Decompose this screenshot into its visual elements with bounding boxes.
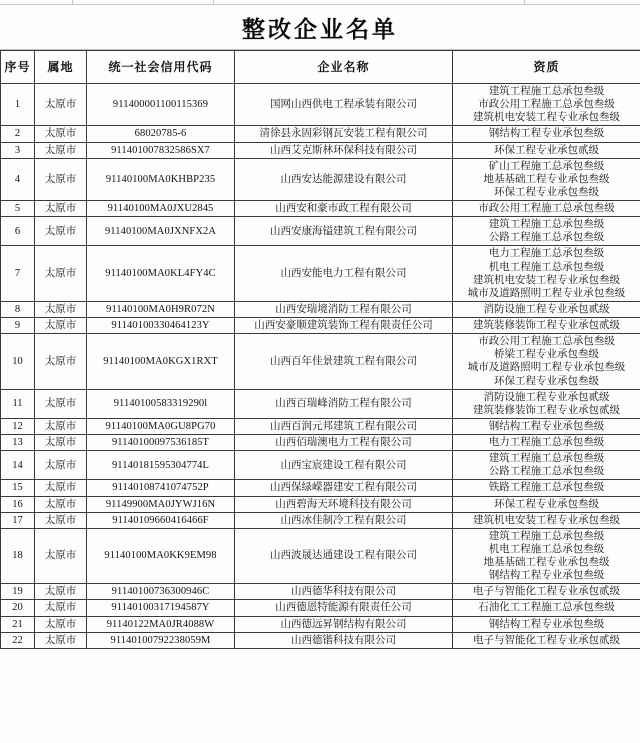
qualification-line: 电子与智能化工程专业承包贰级 [473, 634, 620, 646]
table-row [1, 600, 640, 616]
qualification-line: 建筑装修装饰工程专业承包贰级 [473, 320, 620, 331]
cell-region: 太原市 [35, 246, 87, 302]
qualification-line: 建筑机电安装工程专业承包叁级 [473, 112, 620, 124]
cell-region: 太原市 [35, 600, 87, 616]
cell-index: 4 [1, 158, 35, 200]
enterprise-table [0, 50, 640, 649]
cell-company-name: 山西德华科技有限公司 [235, 584, 453, 600]
cell-qualification [453, 126, 640, 142]
cell-index: 19 [1, 584, 35, 600]
cell-qualification [453, 584, 640, 600]
top-edge-segment-1 [0, 0, 73, 4]
cell-credit-code: 91140122MA0JR4088W [87, 616, 235, 632]
cell-qualification [453, 600, 640, 616]
table-row [1, 142, 640, 158]
table-row [1, 496, 640, 512]
cell-company-name: 山西百瑞峰消防工程有限公司 [235, 389, 453, 418]
qualification-line: 市政公用工程施工总承包叁级 [478, 203, 615, 214]
qualification-line: 建筑工程施工总承包叁级 [488, 86, 605, 97]
cell-region: 太原市 [35, 201, 87, 217]
cell-index: 9 [1, 318, 35, 334]
cell-credit-code: 91140100MA0JXNFX2A [87, 217, 235, 246]
cell-region: 太原市 [35, 632, 87, 648]
qualification-line: 电子与智能化工程专业承包贰级 [473, 586, 620, 598]
cell-credit-code: 91140181595304774L [87, 451, 235, 480]
cell-qualification [453, 418, 640, 434]
title-band [0, 5, 640, 50]
cell-region: 太原市 [35, 616, 87, 632]
cell-company-name: 山西安康海镒建筑工程有限公司 [235, 217, 453, 246]
column-header-region: 属地 [35, 51, 87, 84]
cell-index: 8 [1, 301, 35, 317]
qualification-line: 机电工程施工总承包叁级 [488, 261, 605, 273]
cell-company-name: 山西波晟达通建设工程有限公司 [235, 528, 453, 584]
cell-region: 太原市 [35, 158, 87, 200]
table-row [1, 158, 640, 200]
table-row [1, 632, 640, 648]
cell-index: 21 [1, 616, 35, 632]
cell-credit-code: 91140100MA0H9R072N [87, 301, 235, 317]
cell-company-name: 山西安达能源建设有限公司 [235, 158, 453, 200]
cell-credit-code: 91140100MA0GU8PG70 [87, 418, 235, 434]
cell-index: 16 [1, 496, 35, 512]
column-header-company-name: 企业名称 [235, 51, 453, 84]
cell-region: 太原市 [35, 217, 87, 246]
table-row [1, 301, 640, 317]
table-body [1, 84, 640, 649]
cell-index: 1 [1, 84, 35, 126]
cell-region: 太原市 [35, 451, 87, 480]
cell-credit-code: 91140100MA0KL4FY4C [87, 246, 235, 302]
page-title: 整改企业名单 [242, 16, 398, 42]
qualification-line: 建筑机电安装工程专业承包叁级 [473, 514, 620, 526]
table-row [1, 318, 640, 334]
qualification-line: 环保工程专业承包叁级 [494, 498, 599, 510]
table-row [1, 528, 640, 584]
table-row [1, 435, 640, 451]
cell-company-name: 山西佰瑞澳电力工程有限公司 [235, 435, 453, 451]
cell-region: 太原市 [35, 301, 87, 317]
cell-credit-code: 91140100317194587Y [87, 600, 235, 616]
cell-qualification [453, 201, 640, 217]
qualification-line: 铁路工程施工总承包叁级 [488, 482, 605, 494]
qualification-line: 钢结构工程专业承包叁级 [488, 420, 605, 432]
cell-company-name: 山西安和豪市政工程有限公司 [235, 201, 453, 217]
cell-qualification [453, 512, 640, 528]
cell-company-name: 山西艾克斯林环保科技有限公司 [235, 142, 453, 158]
cell-region: 太原市 [35, 126, 87, 142]
table-row [1, 389, 640, 418]
cell-qualification [453, 632, 640, 648]
cell-credit-code: 91140100MA0JXU2845 [87, 201, 235, 217]
table-header-row [1, 51, 640, 84]
cell-region: 太原市 [35, 584, 87, 600]
qualification-line: 钢结构工程专业承包叁级 [488, 618, 605, 630]
cell-index: 2 [1, 126, 35, 142]
table-header [1, 51, 640, 84]
qualification-line: 电力工程施工总承包叁级 [488, 248, 605, 260]
cell-index: 11 [1, 389, 35, 418]
cell-credit-code: 91140100792238059M [87, 632, 235, 648]
column-header-credit-code: 统一社会信用代码 [87, 51, 235, 84]
table-row [1, 334, 640, 390]
qualification-line: 公路工程施工总承包叁级 [488, 466, 605, 478]
cell-index: 3 [1, 142, 35, 158]
qualification-line: 公路工程施工总承包叁级 [488, 232, 605, 244]
cell-index: 14 [1, 451, 35, 480]
cell-region: 太原市 [35, 389, 87, 418]
cell-qualification [453, 84, 640, 126]
qualification-line: 市政公用工程施工总承包叁级 [478, 99, 615, 111]
cell-company-name: 山西德锴科技有限公司 [235, 632, 453, 648]
cell-credit-code: 91140100MA0KHBP235 [87, 158, 235, 200]
cell-credit-code: 91140100583319290l [87, 389, 235, 418]
qualification-line: 地基基础工程专业承包叁级 [483, 557, 610, 568]
qualification-line: 建筑工程施工总承包叁级 [488, 219, 605, 231]
cell-company-name: 山西德远昇钢结构有限公司 [235, 616, 453, 632]
qualification-line: 桥梁工程专业承包叁级 [494, 349, 599, 361]
cell-qualification [453, 334, 640, 390]
table-row [1, 512, 640, 528]
cell-index: 5 [1, 201, 35, 217]
cell-company-name: 山西百年佳景建筑工程有限公司 [235, 334, 453, 390]
qualification-line: 环保工程专业承包叁级 [494, 186, 599, 198]
qualification-line: 机电工程施工总承包叁级 [488, 543, 605, 555]
cell-credit-code: 911400001100115369 [87, 84, 235, 126]
cell-credit-code: 91140108741074752P [87, 480, 235, 496]
cell-company-name: 山西安瑞境消防工程有限公司 [235, 301, 453, 317]
table-row [1, 246, 640, 302]
cell-credit-code: 911401007832586SX7 [87, 142, 235, 158]
cell-company-name: 国网山西供电工程承装有限公司 [235, 84, 453, 126]
cell-credit-code: 91140100MA0KGX1RXT [87, 334, 235, 390]
cell-index: 20 [1, 600, 35, 616]
cell-credit-code: 91140100MA0KK9EM98 [87, 528, 235, 584]
column-header-index: 序号 [1, 51, 35, 84]
cell-qualification [453, 528, 640, 584]
cell-region: 太原市 [35, 512, 87, 528]
qualification-line: 钢结构工程专业承包叁级 [488, 570, 605, 582]
cell-index: 22 [1, 632, 35, 648]
table-row [1, 616, 640, 632]
cell-region: 太原市 [35, 480, 87, 496]
qualification-line: 钢结构工程专业承包叁级 [488, 128, 605, 140]
cell-qualification [453, 451, 640, 480]
cell-qualification [453, 158, 640, 200]
cell-company-name: 山西安能电力工程有限公司 [235, 246, 453, 302]
cell-credit-code: 91140100097536185T [87, 435, 235, 451]
cell-index: 18 [1, 528, 35, 584]
cell-credit-code: 68020785-6 [87, 126, 235, 142]
cell-index: 6 [1, 217, 35, 246]
cell-region: 太原市 [35, 318, 87, 334]
cell-credit-code: 91140100330464123Y [87, 318, 235, 334]
qualification-line: 消防设施工程专业承包贰级 [483, 303, 610, 315]
table-row [1, 217, 640, 246]
top-edge-segment-2 [73, 0, 214, 4]
qualification-line: 电力工程施工总承包叁级 [488, 437, 605, 448]
qualification-line: 地基基础工程专业承包叁级 [483, 173, 610, 185]
cell-qualification [453, 389, 640, 418]
qualification-line: 城市及道路照明工程专业承包叁级 [467, 362, 626, 374]
qualification-line: 矿山工程施工总承包叁级 [488, 160, 605, 172]
qualification-line: 环保工程专业承包叁级 [494, 375, 599, 387]
cell-index: 17 [1, 512, 35, 528]
cell-region: 太原市 [35, 435, 87, 451]
qualification-line: 石油化工工程施工总承包叁级 [478, 602, 615, 614]
cell-index: 12 [1, 418, 35, 434]
cell-region: 太原市 [35, 334, 87, 390]
cell-company-name: 清徐县永固彩钢瓦安装工程有限公司 [235, 126, 453, 142]
qualification-line: 消防设施工程专业承包贰级 [483, 391, 610, 403]
table-row [1, 418, 640, 434]
cell-qualification [453, 480, 640, 496]
qualification-line: 城市及道路照明工程专业承包叁级 [467, 287, 626, 299]
cell-region: 太原市 [35, 142, 87, 158]
table-row [1, 84, 640, 126]
qualification-line: 建筑装修装饰工程专业承包贰级 [473, 404, 620, 416]
cell-qualification [453, 217, 640, 246]
cell-credit-code: 91140100736300946C [87, 584, 235, 600]
top-edge-segment-3 [214, 0, 525, 4]
cell-region: 太原市 [35, 418, 87, 434]
qualification-line: 环保工程专业承包贰级 [494, 144, 599, 156]
cell-company-name: 山西德恩特能源有限责任公司 [235, 600, 453, 616]
cell-qualification [453, 301, 640, 317]
cell-credit-code: 91149900MA0JYWJ16N [87, 496, 235, 512]
cell-region: 太原市 [35, 528, 87, 584]
table-row [1, 201, 640, 217]
cell-company-name: 山西安豪顺建筑装饰工程有限责任公司 [235, 318, 453, 334]
column-header-qualification: 资质 [453, 51, 640, 84]
cell-company-name: 山西冰佳制冷工程有限公司 [235, 512, 453, 528]
cell-company-name: 山西保绿嵘器建安工程有限公司 [235, 480, 453, 496]
cell-index: 15 [1, 480, 35, 496]
table-row [1, 451, 640, 480]
cell-index: 13 [1, 435, 35, 451]
cell-region: 太原市 [35, 84, 87, 126]
table-row [1, 480, 640, 496]
cell-qualification [453, 616, 640, 632]
table-row [1, 126, 640, 142]
cell-region: 太原市 [35, 496, 87, 512]
qualification-line: 建筑工程施工总承包叁级 [488, 530, 605, 542]
cell-index: 7 [1, 246, 35, 302]
cell-company-name: 山西宝宸建设工程有限公司 [235, 451, 453, 480]
cell-qualification [453, 496, 640, 512]
cell-qualification [453, 318, 640, 334]
cell-qualification [453, 142, 640, 158]
cell-qualification [453, 435, 640, 451]
qualification-line: 市政公用工程施工总承包叁级 [478, 336, 615, 348]
cell-company-name: 山西百润元邦建筑工程有限公司 [235, 418, 453, 434]
cell-index: 10 [1, 334, 35, 390]
cell-credit-code: 91140109660416466F [87, 512, 235, 528]
table-row [1, 584, 640, 600]
cell-qualification [453, 246, 640, 302]
qualification-line: 建筑机电安装工程专业承包叁级 [473, 274, 620, 286]
qualification-line: 建筑工程施工总承包叁级 [488, 453, 605, 465]
cell-company-name: 山西碧海天环境科技有限公司 [235, 496, 453, 512]
